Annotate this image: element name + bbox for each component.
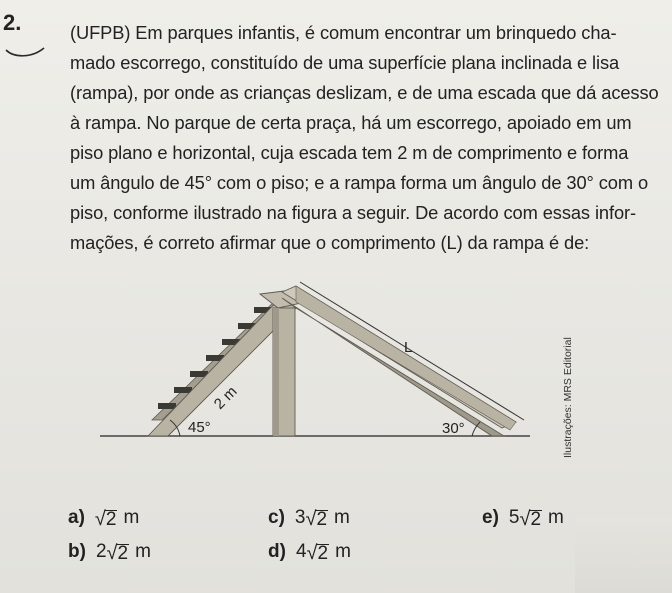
option-letter: a) [68,507,85,528]
option-unit: m [335,541,351,562]
sqrt-icon: √ 2 [306,542,329,564]
option-letter: b) [68,541,86,562]
option-unit: m [123,507,140,528]
option-value [95,507,139,529]
stem-line: mações, é correto afirmar que o comprimento (L) da rampa é de: [70,232,590,253]
option-d[interactable] [268,541,351,563]
stem-line: piso, conforme ilustrado na figura a seguir. De acordo com essas infor- [70,202,636,223]
option-radicand: 2 [317,543,329,564]
option-radicand: 2 [316,509,328,530]
option-coefficient: 2 [95,541,107,562]
ramp-length-label: L [404,339,413,356]
question-number: 2. [3,10,22,35]
option-radicand: 2 [530,509,542,530]
option-b[interactable] [68,541,151,563]
option-radicand: 2 [105,509,117,530]
option-letter: d) [268,541,286,562]
option-coefficient: 5 [508,507,520,528]
option-unit: m [135,541,151,562]
option-unit: m [334,507,350,528]
option-a[interactable] [68,507,139,529]
option-coefficient: 3 [294,507,306,528]
sqrt-icon: √ 2 [94,508,117,530]
stem-line: mado escorrego, constituído de uma superfície plana inclinada e lisa [70,52,620,73]
option-value [295,507,350,529]
stem-line: (rampa), por onde as crianças deslizam, e de uma escada que dá acesso [70,82,659,103]
option-letter: e) [482,507,499,528]
option-radicand: 2 [117,543,129,564]
option-e[interactable] [482,507,564,529]
ramp-angle-label: 30° [442,420,465,437]
option-value [509,507,564,529]
option-unit: m [548,507,564,528]
option-value [296,541,351,563]
sqrt-icon: √ 2 [305,508,328,530]
stem-line: à rampa. No parque de certa praça, há um escorrego, apoiado em um [70,112,632,133]
option-c[interactable] [268,507,350,529]
credit-text: Ilustrações: MRS Editorial [562,337,574,458]
stem-line: (UFPB) Em parques infantis, é comum encontrar um brinquedo cha- [70,22,617,43]
sqrt-icon: √ 2 [519,508,542,530]
option-value [96,541,151,563]
option-letter: c) [268,507,285,528]
sqrt-icon: √ 2 [106,542,129,564]
ladder-angle-label: 45° [188,419,211,436]
ladder-length-label: 2 m [210,383,241,413]
page-bleed-shadow [575,515,672,593]
stem-line: piso plano e horizontal, cuja escada tem 2 m de comprimento e forma [70,142,629,163]
stem-line: um ângulo de 45° com o piso; e a rampa forma um ângulo de 30° com o [70,172,649,193]
option-coefficient: 4 [295,541,307,562]
